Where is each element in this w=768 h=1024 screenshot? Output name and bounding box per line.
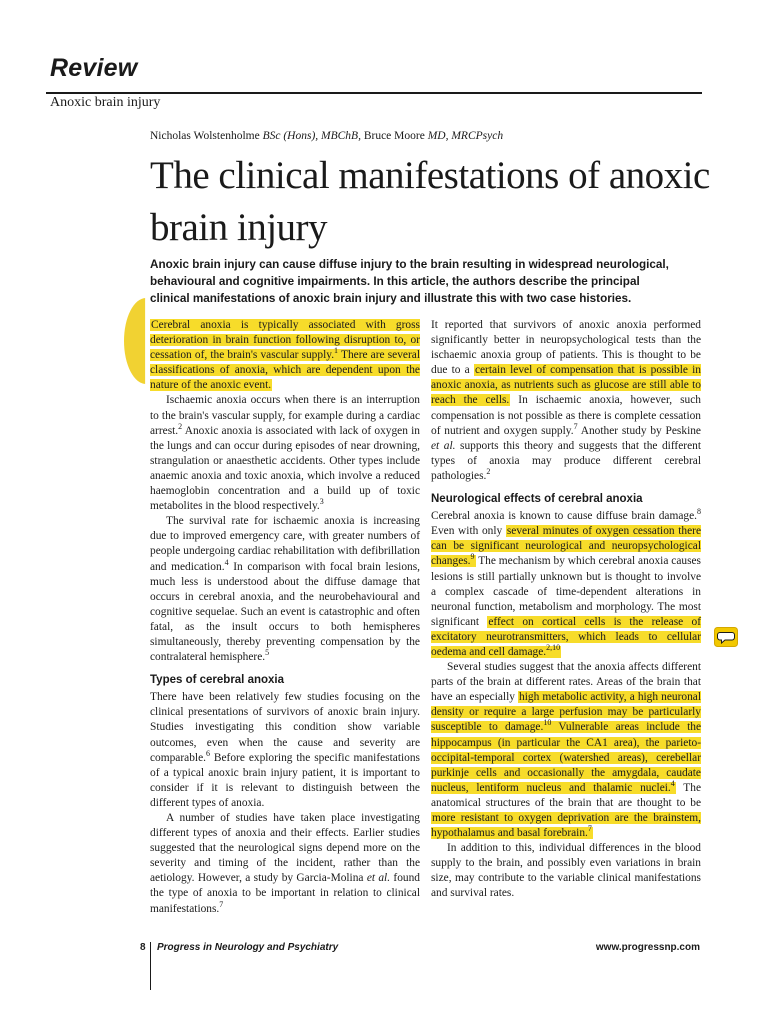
author2-name: Bruce Moore [363, 130, 425, 142]
section-label: Review [50, 54, 138, 82]
highlight[interactable]: Cerebral anoxia is typically associated with gross deterioration in brain function following disruption to, or cessation of, the brain's vascular supply.$^1$ There are several classifications of anoxia, which are dependent upon the nature of the anoxic event. [150, 319, 420, 392]
highlight[interactable]: high metabolic activity, a high neuronal density or require a large perfusion may be particularly susceptible to damage.$^{10}$ Vulnerable areas include the hippocampus (in particular the CA1 area), the parieto-occipital-temporal cortex (watershed areas), cerebellar purkinje cells and occasionally the amygdala, caudate nucleus, lentiform nucleus and thalamic nuclei.$^4$ [431, 691, 701, 794]
section-heading: Types of cerebral anoxia [150, 674, 285, 687]
paragraph: There have been relatively few studies focusing on the clinical presentations of survivors of anoxic brain injury. Studies investigating this condition show variable outcomes, even when the cause and severity are comparable.$^6$ Before exploring the specific manifestations of a typical anoxic brain injury patient, it is important to consider if it is relevant to distinguish between the different types of anoxia. [150, 691, 420, 809]
author1-name: Nicholas Wolstenholme [150, 130, 260, 142]
header-rule [46, 92, 702, 94]
topic-label: Anoxic brain injury [50, 95, 161, 110]
highlight[interactable]: more resistant to oxygen deprivation are the brainstem, hypothalamus and basal forebrain.$^7$ [431, 812, 701, 840]
paragraph: The survival rate for ischaemic anoxia is increasing due to improved emergency care, with greater numbers of people undergoing cardiac rehabilitation with defibrillation and medication.$^4$ In comparison with focal brain lesions, much less is understood about the diffuse damage that occurs in cerebral anoxia, and the neurobehavioural and cognitive sequelae. Such an event is catastrophic and often fatal, as the insult occurs to both hemispheres simultaneously, thereby preventing compensation by the contralateral hemisphere.$^5$ [150, 515, 420, 664]
author-line [150, 130, 503, 142]
comment-icon[interactable] [714, 627, 738, 647]
author2-quals: MD, MRCPsych [427, 130, 504, 142]
paragraph: In addition to this, individual differences in the blood supply to the brain, and possibly even variations in brain size, may contribute to the variable clinical manifestations and survival rates. [431, 842, 701, 900]
paragraph: Several studies suggest that the anoxia affects different parts of the brain at different rates. Areas of the brain that have an especially high metabolic activity, a high neuronal density or require a large perfusion may be particularly susceptible to damage.$^{10}$ Vulnerable areas include the hippocampus (in particular the CA1 area), the parieto-occipital-temporal cortex (watershed areas), cerebellar purkinje cells and occasionally the amygdala, caudate nucleus, lentiform nucleus and thalamic nuclei.$^4$ The anatomical structures of the brain that are thought to be more resistant to oxygen deprivation are the brainstem, hypothalamus and basal forebrain.$^7$ [431, 661, 702, 840]
paragraph: A number of studies have taken place investigating different types of anoxia and their effects. Earlier studies suggested that the neurological signs depend more on the severity and timing of the incident, rather than the aetiology. However, a study by Garcia-Molina et al. found the type of anoxia to be important in relation to clinical manifestations.$^7$ [150, 812, 420, 915]
body-column-1 [150, 318, 420, 917]
highlight[interactable]: certain level of compensation that is possible in anoxic anoxia, as nutrients such as glucose are still able to reach the cells. [431, 364, 702, 407]
website-link[interactable]: www.progressnp.com [595, 942, 700, 953]
highlight[interactable]: effect on cortical cells is the release of excitatory neurotransmitters, which leads to cellular oedema and cell damage.$^{2,10}$ [431, 615, 701, 658]
footer-divider [150, 942, 151, 990]
section-heading: Neurological effects of cerebral anoxia [431, 493, 643, 506]
highlight[interactable]: several minutes of oxygen cessation there can be significant neurological and neuropsychological changes.$^9$ [431, 525, 701, 568]
author1-quals: BSc (Hons), MBChB, [262, 130, 361, 142]
journal-name: Progress in Neurology and Psychiatry [157, 942, 339, 953]
body-column-2 [431, 318, 701, 902]
page-number: 8 [140, 942, 146, 953]
paragraph [150, 318, 420, 393]
paragraph: Cerebral anoxia is known to cause diffuse brain damage.$^8$ Even with only several minutes of oxygen cessation there can be significant neurological and neuropsychological changes.$^9$ The mechanism by which cerebral anoxia causes lesions is still partially unknown but is thought to involve a complex cascade of time-dependent alterations in neuronal function, metabolism and morphology. The most significant effect on cortical cells is the release of excitatory neurotransmitters, which leads to cellular oedema and cell damage.$^{2,10}$ [431, 507, 701, 658]
paragraph: It reported that survivors of anoxic anoxia performed significantly better in neuropsychological tests than the ischaemic anoxia group of patients. This is thought to be due to a certain level of compensation that is possible in anoxic anoxia, as nutrients such as glucose are still able to reach the cells. In ischaemic anoxia, however, such compensation is not possible as there is complete cessation of nutrient and oxygen supply.$^7$ Another study by Peskine et al. supports this theory and suggests that the different types of anoxia may produce different cerebral pathologies.$^2$ [431, 319, 702, 482]
article-title: The clinical manifestations of anoxic brain injury [150, 154, 710, 249]
article-abstract: Anoxic brain injury can cause diffuse injury to the brain resulting in widespread neurological, behavioural and cognitive impairments. In this article, the authors describe the principal clinical manifestations of anoxic brain injury and illustrate this with two case histories. [150, 258, 669, 306]
paragraph: Ischaemic anoxia occurs when there is an interruption to the brain's vascular supply, for example during a cardiac arrest.$^2$ Anoxic anoxia is associated with lack of oxygen in the lungs and can occur during episodes of near drowning, strangulation or anaesthetic accidents. Other types include anaemic anoxia and toxic anoxia, which involve a reduced haemoglobin concentration and a build up of toxic metabolites in the blood respectively.$^3$ [150, 394, 420, 513]
